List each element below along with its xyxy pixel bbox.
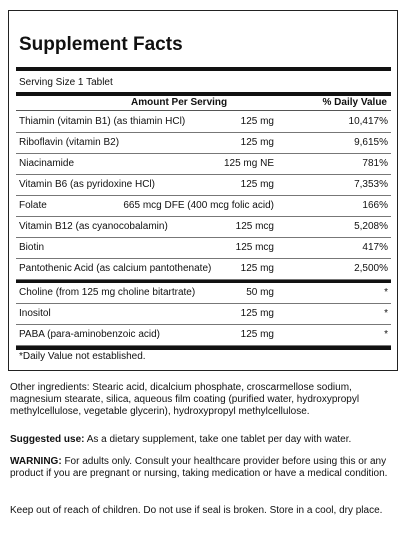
nutrient-amount: 125 mg NE [223, 158, 274, 169]
storage-text: Keep out of reach of children. Do not use if seal is broken. Store in a cool, dry place. [10, 505, 383, 516]
suggested-use-label: Suggested use: [10, 434, 85, 445]
nutrient-name: Pantothenic Acid (as calcium pantothenate) [19, 263, 212, 274]
supplement-facts-panel [8, 10, 398, 371]
nutrient-name: Folate [19, 200, 47, 211]
nutrient-dv: 9,615% [354, 137, 388, 148]
nutrient-dv: 166% [362, 200, 388, 211]
table-row [16, 154, 391, 175]
nutrient-dv: 5,208% [354, 221, 388, 232]
daily-value-note: *Daily Value not established. [19, 351, 146, 362]
serving-size: Serving Size 1 Tablet [19, 77, 113, 88]
table-row [16, 217, 391, 238]
nutrient-amount: 50 mg [246, 287, 274, 298]
nutrient-name: Niacinamide [19, 158, 75, 169]
table-row [16, 112, 391, 133]
serving-rule [16, 92, 391, 96]
nutrient-name: Biotin [19, 242, 45, 253]
table-row [16, 283, 391, 304]
table-row [16, 259, 391, 280]
table-row [16, 304, 391, 325]
nutrient-name: Choline (from 125 mg choline bitartrate) [19, 287, 196, 298]
warning-label: WARNING: [10, 456, 62, 467]
table-row [16, 238, 391, 259]
table-row [16, 325, 391, 346]
nutrient-dv: 7,353% [354, 179, 388, 190]
nutrient-name: Vitamin B12 (as cyanocobalamin) [19, 221, 168, 232]
other-ingredients: Other ingredients: Stearic acid, dicalcium phosphate, croscarmellose sodium, magnesium stearate, silica, aqueous film coating (purified water, hydroxypropyl methylcellulose, vegetable glycerin), hydroxypropyl methylcellulose. [10, 382, 360, 417]
bottom-rule [16, 346, 391, 350]
nutrient-amount: 125 mg [240, 308, 274, 319]
nutrient-dv: * [384, 308, 388, 319]
title-rule [16, 67, 391, 71]
nutrient-name: Vitamin B6 (as pyridoxine HCl) [19, 179, 155, 190]
nutrient-dv: 417% [362, 242, 388, 253]
nutrient-dv: * [384, 329, 388, 340]
amount-header: Amount Per Serving [131, 97, 228, 108]
nutrient-amount: 125 mg [240, 137, 274, 148]
nutrient-amount: 125 mg [240, 116, 274, 127]
nutrient-amount: 125 mg [240, 263, 274, 274]
nutrient-amount: 125 mcg [235, 242, 274, 253]
nutrient-dv: 781% [362, 158, 388, 169]
suggested-use-text: As a dietary supplement, take one tablet per day with water. [84, 434, 352, 445]
nutrient-dv: * [384, 287, 388, 298]
nutrient-amount: 125 mg [240, 179, 274, 190]
suggested-use [10, 434, 405, 446]
nutrient-name: Riboflavin (vitamin B2) [19, 137, 120, 148]
panel-title: Supplement Facts [19, 34, 183, 55]
nutrient-amount: 125 mcg [235, 221, 274, 232]
nutrient-name: Inositol [19, 308, 51, 319]
table-row [16, 133, 391, 154]
nutrient-dv: 10,417% [348, 116, 388, 127]
nutrient-name: Thiamin (vitamin B1) (as thiamin HCl) [19, 116, 186, 127]
table-row [16, 175, 391, 196]
table-row [16, 196, 391, 217]
header-rule [16, 110, 391, 111]
nutrient-amount: 665 mcg DFE (400 mcg folic acid) [123, 200, 274, 211]
dv-header: % Daily Value [322, 97, 387, 108]
nutrient-amount: 125 mg [240, 329, 274, 340]
warning [10, 456, 405, 480]
nutrient-dv: 2,500% [354, 263, 388, 274]
section-rule [16, 280, 391, 283]
warning-text: For adults only. Consult your healthcare provider before using this or any product if you are pregnant or nursing, taking medication or have a medical condition. [10, 456, 388, 479]
nutrient-name: PABA (para-aminobenzoic acid) [19, 329, 160, 340]
